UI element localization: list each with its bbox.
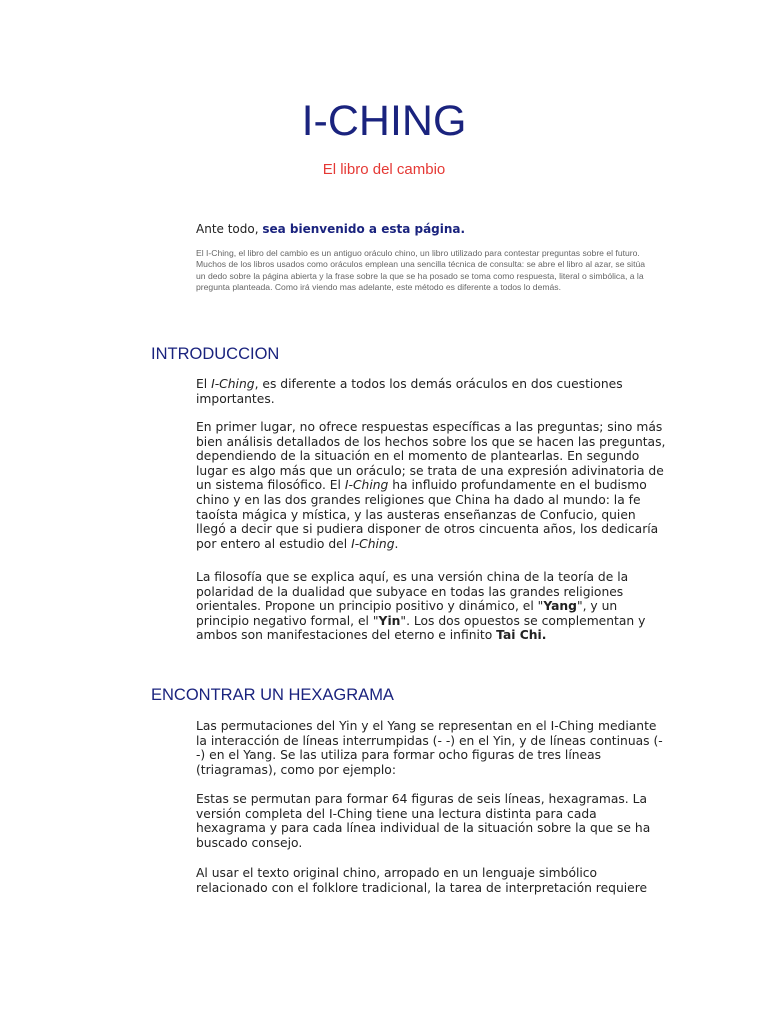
text-run: , es diferente a todos los demás oráculos en dos cuestiones importantes. bbox=[196, 377, 623, 406]
section-heading-hexagrama: ENCONTRAR UN HEXAGRAMA bbox=[151, 686, 394, 704]
intro-summary: El I-Ching, el libro del cambio es un antiguo oráculo chino, un libro utilizado para contestar preguntas sobre el futuro. Muchos de los libros usados como oráculos emplean una sencilla técnica de consulta: se abre el libro al azar, se sitúa un dedo sobre la página abierta y la frase sobre la que se ha posado se toma como respuesta, literal o simbólica, a la pregunta planteada. Como irá viendo mas adelante, este método es diferente a todos lo demás. bbox=[196, 248, 646, 293]
text-run: El bbox=[196, 377, 212, 391]
hexagram-paragraph-1: Las permutaciones del Yin y el Yang se representan en el I-Ching mediante la interacción de líneas interrumpidas (- -) en el Yin, y de líneas continuas (--) en el Yang. Se las utiliza para formar ocho figuras de tres líneas (triagramas), como por ejemplo: bbox=[196, 719, 663, 777]
welcome-line bbox=[196, 220, 465, 238]
intro-paragraph-2 bbox=[196, 420, 666, 551]
term-tai-chi: Tai Chi. bbox=[496, 628, 547, 643]
term-yang: Yang bbox=[543, 599, 577, 614]
book-title: I-Ching bbox=[344, 478, 389, 493]
hexagram-paragraph-2: Estas se permutan para formar 64 figuras de seis líneas, hexagramas. La versión completa del I-Ching tiene una lectura distinta para cada hexagrama y para cada línea individual de la situación sobre la que se ha buscado consejo. bbox=[196, 792, 651, 850]
section-heading-introduccion: INTRODUCCION bbox=[151, 345, 280, 363]
hexagram-paragraph-3: Al usar el texto original chino, arropado en un lenguaje simbólico relacionado con el folklore tradicional, la tarea de interpretación requiere bbox=[196, 866, 648, 895]
term-yin: Yin bbox=[378, 613, 401, 628]
text-run: En primer lugar, no ofrece respuestas específicas a las preguntas; sino más bien análisis detallados de los hechos sobre los que se hacen las preguntas, dependiendo de la situación en el momento de plantearlas. En segundo lugar es algo más que un oráculo; se trata de una expresión adivinatoria de un sistema filosófico. El bbox=[196, 420, 666, 493]
page-subtitle: El libro del cambio bbox=[322, 161, 446, 178]
page-title: I-CHING bbox=[301, 97, 467, 145]
text-run: ", y un principio negativo formal, el " bbox=[196, 599, 618, 628]
intro-paragraph-1 bbox=[196, 377, 666, 406]
book-title: I-Ching bbox=[351, 536, 395, 551]
intro-paragraph-3 bbox=[196, 570, 666, 643]
text-run: La filosofía que se explica aquí, es una versión china de la teoría de la polaridad de la dualidad que subyace en todas las grandes religiones orientales. Propone un principio positivo y dinámico, el " bbox=[196, 570, 629, 614]
book-title: I-Ching bbox=[211, 377, 255, 391]
text-run: ". Los dos opuestos se complementan y ambos son manifestaciones del eterno e infinito bbox=[196, 613, 646, 643]
welcome-emphasis: sea bienvenido a esta página. bbox=[262, 222, 466, 236]
text-run: . bbox=[394, 536, 399, 551]
welcome-prefix: Ante todo, bbox=[196, 222, 263, 236]
text-run: ha influido profundamente en el budismo chino y en las dos grandes religiones que China ha dado al mundo: la fe taoísta mágica y mística, y las austeras enseñanzas de Confucio, quien llegó a decir que si pudiera disponer de otros cincuenta años, los dedicaría por entero al estudio del bbox=[196, 478, 659, 551]
